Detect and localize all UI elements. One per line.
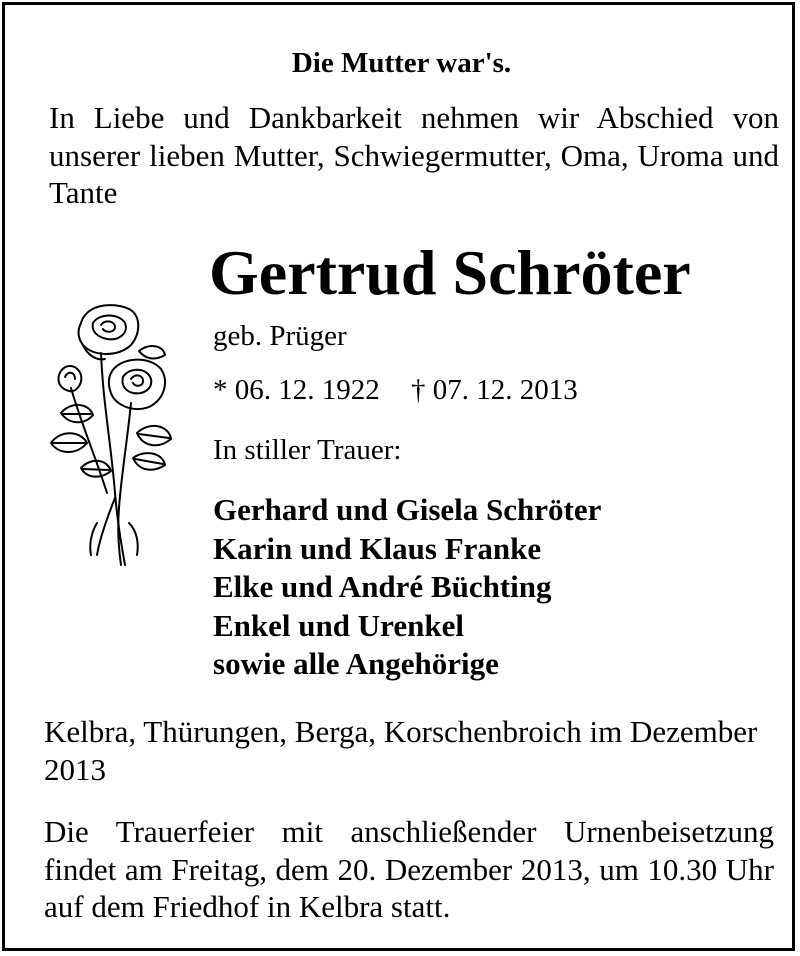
mourner: Elke und André Büchting xyxy=(213,569,552,604)
mourner: Gerhard und Gisela Schröter xyxy=(213,492,602,527)
deceased-name: Gertrud Schröter xyxy=(209,237,691,308)
place-date: Kelbra, Thürungen, Berga, Korschenbroich im Dezember 2013 xyxy=(44,714,758,787)
mourning-label: In stiller Trauer: xyxy=(213,434,402,466)
life-dates xyxy=(213,373,578,407)
intro-text: In Liebe und Dankbarkeit nehmen wir Abschied von unserer lieben Mutter, Schwiegermutter, Oma, Uroma und Tante xyxy=(49,100,779,210)
roses-icon xyxy=(41,293,181,573)
service-info: Die Trauerfeier mit anschließender Urnenbeisetzung findet am Freitag, dem 20. Dezember 2013, um 10.30 Uhr auf dem Friedhof in Kelbra statt. xyxy=(44,814,774,924)
birth-date: * 06. 12. 1922 xyxy=(213,374,380,406)
heading: Die Mutter war's. xyxy=(291,47,512,79)
mourner: sowie alle Angehörige xyxy=(213,646,499,681)
maiden-name: geb. Prüger xyxy=(213,320,347,352)
mourner: Enkel und Urenkel xyxy=(213,607,464,643)
mourners-list xyxy=(213,491,601,684)
death-date: † 07. 12. 2013 xyxy=(411,374,578,406)
mourner: Karin und Klaus Franke xyxy=(213,530,542,566)
obituary-notice xyxy=(2,2,795,951)
